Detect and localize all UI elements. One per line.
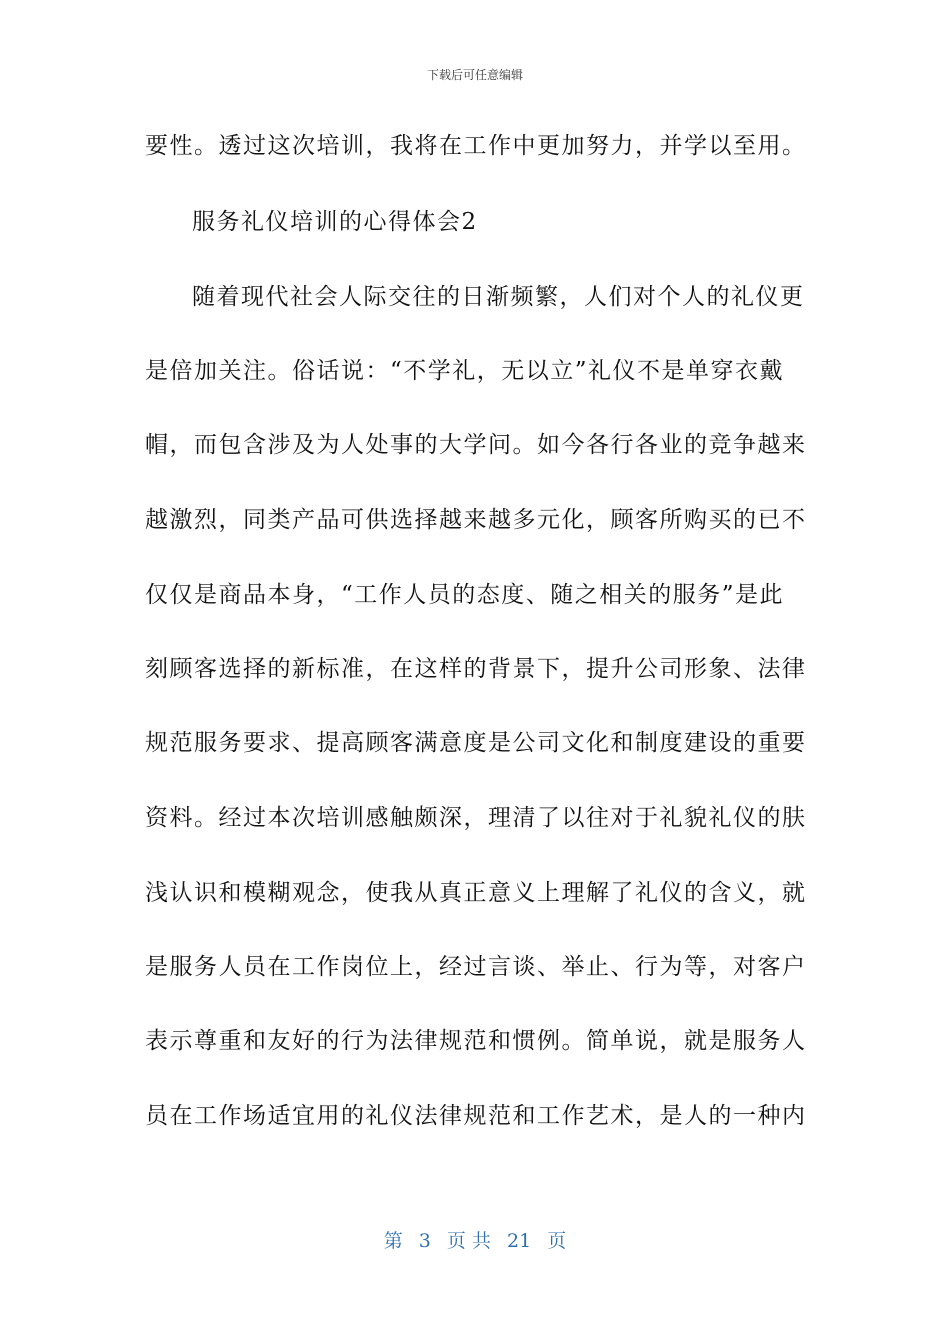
paragraph-line: 资料。经过本次培训感触颇深，理清了以往对于礼貌礼仪的肤 xyxy=(145,805,807,831)
paragraph-line: 越激烈，同类产品可供选择越来越多元化，顾客所购买的已不 xyxy=(145,507,807,533)
paragraph-line: 要性。透过这次培训，我将在工作中更加努力，并学以至用。 xyxy=(145,133,807,159)
page-header: 下载后可任意编辑 xyxy=(426,68,523,82)
paragraph-line: 仅仅是商品本身，“工作人员的态度、随之相关的服务”是此 xyxy=(145,582,785,608)
footer-middle: 页 共 xyxy=(446,1230,491,1252)
total-page-count: 21 xyxy=(507,1230,532,1252)
section-heading: 服务礼仪培训的心得体会2 xyxy=(192,209,478,235)
paragraph-line: 表示尊重和友好的行为法律规范和惯例。简单说，就是服务人 xyxy=(145,1028,807,1054)
paragraph-line: 员在工作场适宜用的礼仪法律规范和工作艺术，是人的一种内 xyxy=(145,1103,807,1129)
paragraph-line: 是倍加关注。俗话说：“不学礼，无以立”礼仪不是单穿衣戴 xyxy=(145,358,785,384)
paragraph-line: 随着现代社会人际交往的日渐频繁，人们对个人的礼仪更 xyxy=(192,284,805,310)
paragraph-line: 浅认识和模糊观念，使我从真正意义上理解了礼仪的含义，就 xyxy=(145,880,807,906)
paragraph-line: 是服务人员在工作岗位上，经过言谈、举止、行为等，对客户 xyxy=(145,954,807,980)
paragraph-line: 规范服务要求、提高顾客满意度是公司文化和制度建设的重要 xyxy=(145,730,807,756)
paragraph-line: 刻顾客选择的新标准，在这样的背景下，提升公司形象、法律 xyxy=(145,656,807,682)
footer-prefix: 第 xyxy=(383,1230,403,1252)
paragraph-line: 帽，而包含涉及为人处事的大学问。如今各行各业的竞争越来 xyxy=(145,432,807,458)
current-page-number: 3 xyxy=(418,1230,431,1252)
footer-suffix: 页 xyxy=(547,1230,567,1252)
page-footer xyxy=(0,1226,950,1253)
